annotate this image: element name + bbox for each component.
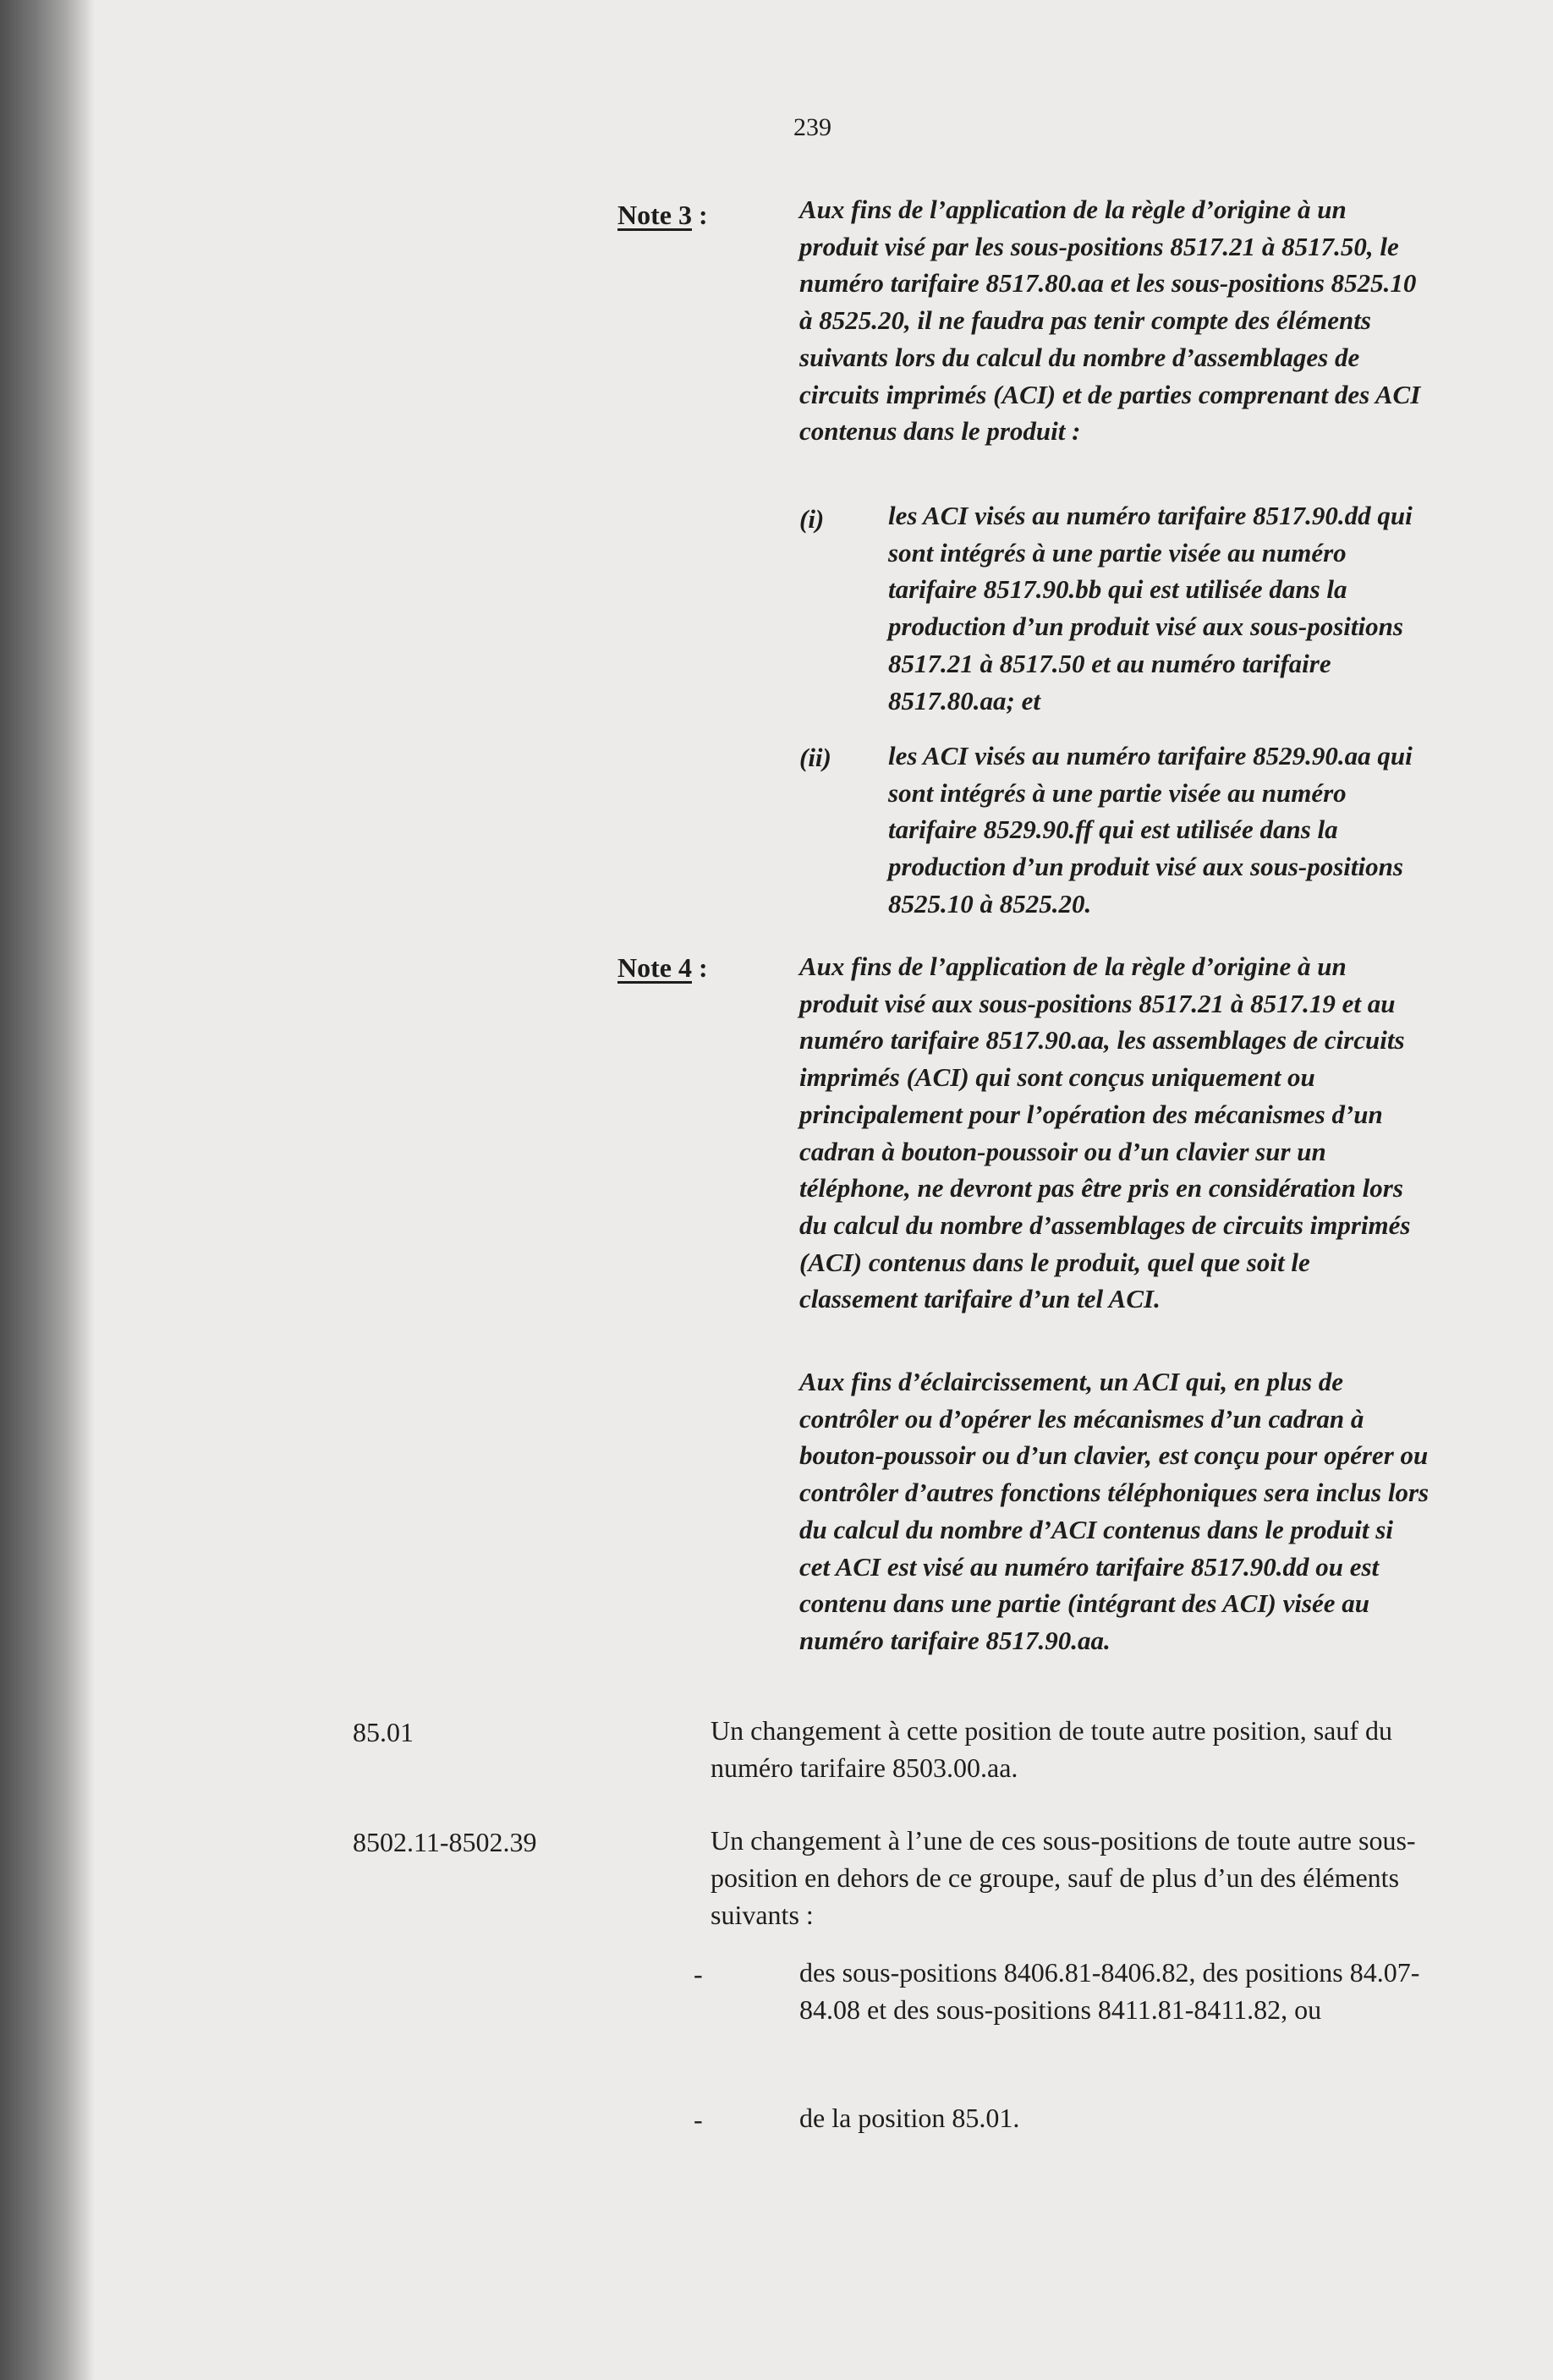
- rule-item-dash: -: [694, 2104, 703, 2135]
- rule-text: Un changement à cette position de toute autre position, sauf du numéro tarifaire 8503.00.aa.: [711, 1715, 1392, 1783]
- note-4-label: [617, 952, 708, 984]
- rule-item-text: des sous-positions 8406.81-8406.82, des positions 84.07-84.08 et des sous-positions 8411.81-8411.82, ou: [799, 1957, 1420, 2025]
- note-3-label: [617, 200, 708, 231]
- note-4-paragraph: Aux fins d’éclaircissement, un ACI qui, en plus de contrôler ou d’opérer les mécanismes d’un cadran à bouton-poussoir ou d’un clavier, est conçu pour opérer ou contrôler d’autres fonctions téléphoniques sera inclus lors du calcul du nombre d’ACI contenus dans le produit si cet ACI est visé au numéro tarifaire 8517.90.dd ou est contenu dans une partie (intégrant des ACI) visée au numéro tarifaire 8517.90.aa.: [799, 1367, 1430, 1655]
- note-3-item-marker: (i): [799, 504, 825, 534]
- note-4-paragraph: Aux fins de l’application de la règle d’origine à un produit visé aux sous-positions 8517.21 à 8517.19 et au numéro tarifaire 8517.90.aa, les assemblages de circuits imprimés (ACI) qui sont conçus uniquement ou principalement pour l’opération des mécanismes d’un cadran à bouton-poussoir ou d’un clavier sur un téléphone, ne devront pas être pris en considération lors du calcul du nombre d’assemblages de circuits imprimés (ACI) contenus dans le produit, quel que soit le classement tarifaire d’un tel ACI.: [799, 951, 1411, 1314]
- rule-item-dash: -: [694, 1959, 703, 1989]
- tariff-code: 85.01: [353, 1717, 414, 1747]
- page-number: 239: [793, 113, 831, 141]
- note-3-paragraph: Aux fins de l’application de la règle d’origine à un produit visé par les sous-positions 8517.21 à 8517.50, le numéro tarifaire 8517.80.aa et les sous-positions 8525.10 à 8525.20, il ne faudra pas tenir compte des éléments suivants lors du calcul du nombre d’assemblages de circuits imprimés (ACI) et de parties comprenant des ACI contenus dans le produit :: [799, 195, 1421, 447]
- note-label-colon: :: [698, 952, 708, 983]
- note-3-item-marker: (ii): [799, 743, 831, 772]
- note-3-item-text: les ACI visés au numéro tarifaire 8517.90.dd qui sont intégrés à une partie visée au numéro tarifaire 8517.90.bb qui est utilisée dans la production d’un produit visé aux sous-positions 8517.21 à 8517.50 et au numéro tarifaire 8517.80.aa; et: [888, 501, 1413, 716]
- rule-text: Un changement à l’une de ces sous-positions de toute autre sous-position en dehors de ce groupe, sauf de plus d’un des éléments suivants :: [711, 1825, 1416, 1930]
- note-label-colon: :: [698, 200, 708, 230]
- rule-item-text: de la position 85.01.: [799, 2103, 1020, 2133]
- note-label-text: Note 4: [617, 952, 692, 983]
- note-label-text: Note 3: [617, 200, 692, 230]
- tariff-code: 8502.11-8502.39: [353, 1827, 537, 1857]
- note-3-item-text: les ACI visés au numéro tarifaire 8529.90.aa qui sont intégrés à une partie visée au numéro tarifaire 8529.90.ff qui est utilisée dans la production d’un produit visé aux sous-positions 8525.10 à 8525.20.: [888, 741, 1413, 919]
